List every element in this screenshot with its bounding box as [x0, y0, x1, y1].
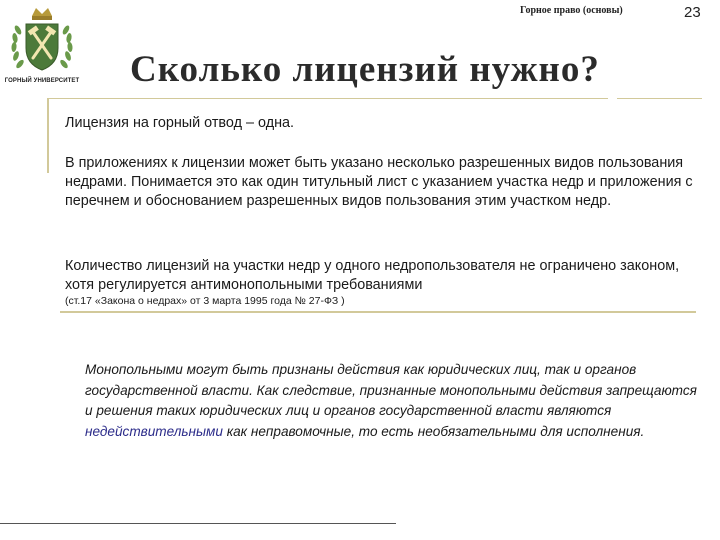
page-number: 23	[684, 4, 701, 21]
crest-icon	[4, 2, 80, 82]
monopoly-note-end: как неправомочные, то есть необязательными для исполнения.	[222, 423, 645, 439]
monopoly-note-text: Монопольными могут быть признаны действия как юридических лиц, так и органов государственной власти. Как следствие, признанные монопольными действия запрещаются и решения таких юридических лиц и органов государственной власти являются	[85, 362, 697, 418]
slide-title: Сколько лицензий нужно?	[130, 49, 600, 90]
left-accent-line	[47, 98, 49, 173]
paragraph-2: В приложениях к лицензии может быть указано несколько разрешенных видов пользования недрами. Понимается это как один титульный лист с указанием участка недр и приложения с перечнем и обоснованием разрешенных видов пользования этим участком недр.	[65, 155, 693, 209]
university-logo	[4, 2, 80, 88]
law-citation: (ст.17 «Закона о недрах» от 3 марта 1995 года № 27-ФЗ )	[65, 295, 345, 307]
monopoly-note	[85, 360, 705, 442]
footer-line	[0, 523, 396, 524]
section-divider	[60, 311, 696, 313]
highlighted-word: недействительными	[85, 423, 223, 439]
course-header: Горное право (основы)	[520, 5, 623, 16]
title-underline-right	[617, 98, 702, 99]
paragraph-1: Лицензия на горный отвод – одна.	[65, 115, 295, 131]
logo-caption: ГОРНЫЙ УНИВЕРСИТЕТ	[4, 78, 80, 84]
paragraph-3: Количество лицензий на участки недр у одного недропользователя не ограничено законом, хотя регулируется антимонопольными требованиями	[65, 258, 680, 293]
title-underline	[48, 98, 608, 99]
